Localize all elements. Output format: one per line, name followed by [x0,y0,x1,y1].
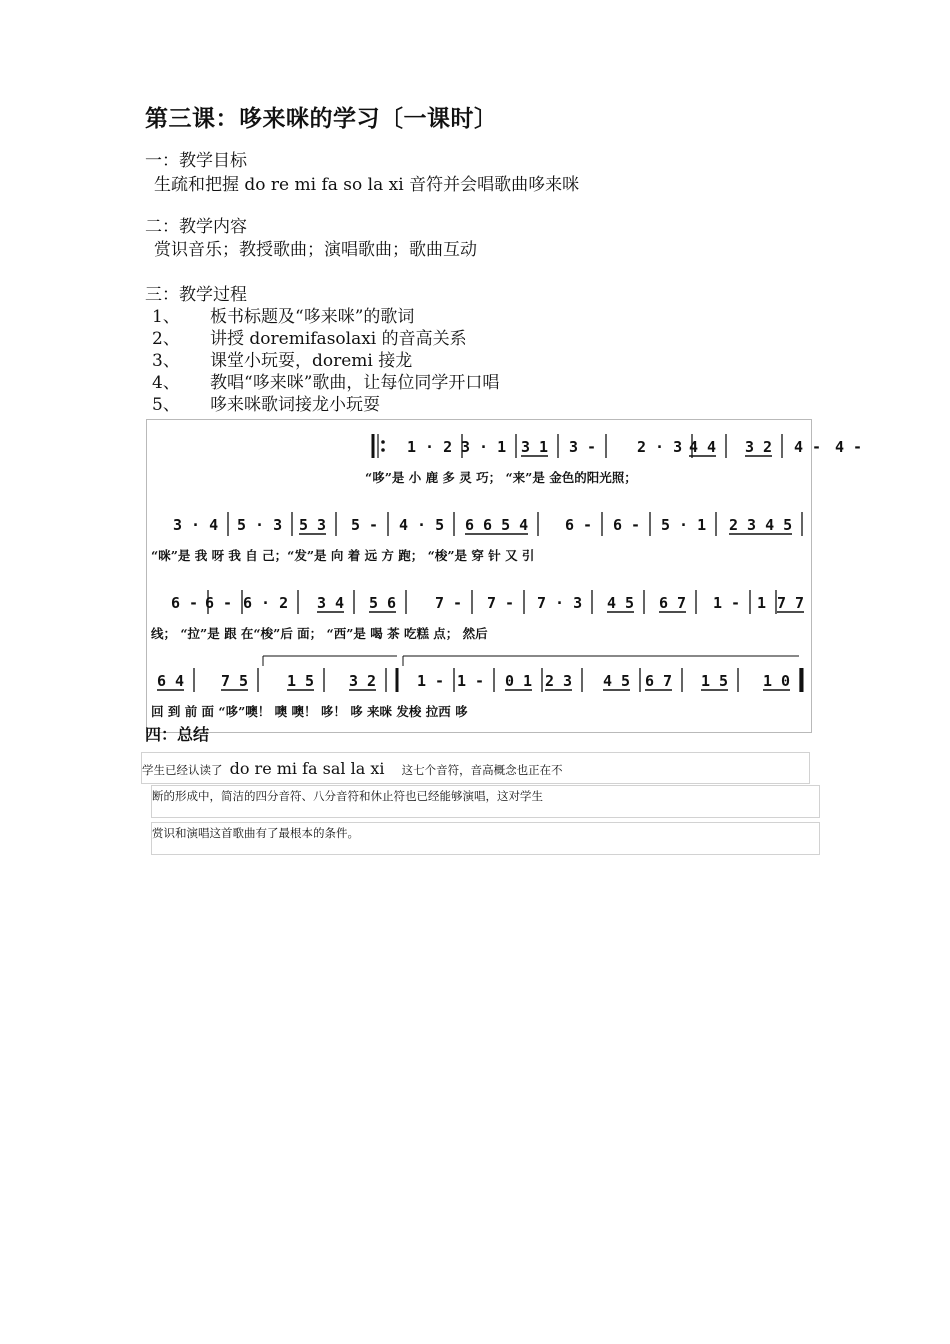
score-note: 2 3 [545,672,573,690]
score-note: 6 - [171,594,199,612]
score-note: 0 1 [505,672,533,690]
section-heading-summary: 四：总结 [145,725,210,744]
repeat-dot [381,448,385,452]
score-note: 7 - [435,594,463,612]
score-note: 3 4 [317,594,345,612]
content-text: 赏识音乐；教授歌曲；演唱歌曲；歌曲互动 [154,240,477,260]
process-step: 2、 讲授 doremifasolaxi 的音高关系 [152,329,467,349]
score-lyrics: “咪”是 我 呀 我 自 己；“发”是 向 着 远 方 跑； “梭”是 穿 针 又 引 [151,548,535,563]
score-note: 1 · 2 [407,438,453,456]
score-note: 7 7 [777,594,805,612]
score-note: 1 5 [287,672,315,690]
score-note: 7 · 3 [537,594,583,612]
score-note: 4 5 [607,594,635,612]
score-note: 3 · 4 [173,516,219,534]
score-note: 6 4 [157,672,185,690]
score-note: 3 - [569,438,597,456]
goals-text: 生疏和把握 do re mi fa so la xi 音符并会唱歌曲哆来咪 [154,175,580,195]
summary-text-b: 这七个音符，音高概念也正在不 [401,763,563,777]
process-step: 1、 板书标题及“哆来咪”的歌词 [152,307,415,327]
score-note: 5 6 [369,594,397,612]
score-note: 3 · 1 [461,438,507,456]
score-note: 6 7 [659,594,687,612]
score-note: 7 5 [221,672,249,690]
page-title: 第三课：哆来咪的学习〔一课时〕 [145,106,498,132]
score-lyrics: 线； “拉”是 跟 在“梭”后 面； “西”是 喝 茶 吃糕 点； 然后 [151,626,488,641]
score-note: 1 [757,594,767,612]
score-note: 5 · 3 [237,516,283,534]
score-note: 6 - [205,594,233,612]
score-note: 6 - [565,516,593,534]
summary-text-a: 学生已经认读了 [142,763,223,777]
summary-notes: do re mi fa sal la xi [229,759,385,778]
score-note: 6 · 2 [243,594,289,612]
score-note: 2 3 4 5 [729,516,793,534]
summary-box-1 [141,752,810,784]
score-note: 1 - [417,672,445,690]
score-note: 3 1 [521,438,549,456]
score-note: 1 - [713,594,741,612]
repeat-dot [381,440,385,444]
score-note: 3 2 [349,672,377,690]
score-note: 2 · 3 [637,438,683,456]
score-note: 3 2 [745,438,773,456]
process-step: 5、 哆来咪歌词接龙小玩耍 [152,395,380,415]
score-lyrics: “哆”是 小 鹿 多 灵 巧； “来”是 金色的阳光照； [365,470,637,485]
summary-box-3 [151,822,820,855]
score-note: 6 6 5 4 [465,516,529,534]
score-note: 1 - [457,672,485,690]
score-note: 1 0 [763,672,791,690]
summary-line-2: 断的形成中，简洁的四分音符、八分音符和休止符也已经能够演唱，这对学生 [152,789,543,803]
section-heading-content: 二：教学内容 [145,217,247,237]
score-note: 4 5 [603,672,631,690]
music-score [147,420,863,732]
process-step: 3、 课堂小玩耍，doremi 接龙 [152,351,413,371]
summary-box-2 [151,785,820,818]
score-note: 4 4 [689,438,717,456]
section-heading-goals: 一：教学目标 [145,151,247,171]
score-note: 4 - [835,438,863,456]
score-note: 7 - [487,594,515,612]
score-note: 6 7 [645,672,673,690]
score-note: 6 - [613,516,641,534]
music-score-image [146,419,863,733]
score-note: 5 · 1 [661,516,707,534]
score-note: 4 · 5 [399,516,445,534]
score-note: 5 - [351,516,379,534]
score-lyrics: 回 到 前 面 “哆”噢！ 噢 噢！ 哆！ 哆 来咪 发梭 拉西 哆 [151,704,468,719]
process-step: 4、 教唱“哆来咪”歌曲，让每位同学开口唱 [152,373,500,393]
section-heading-process: 三：教学过程 [145,285,247,305]
score-note: 1 5 [701,672,729,690]
score-note: 5 3 [299,516,327,534]
summary-line-3: 赏识和演唱这首歌曲有了最根本的条件。 [152,826,359,840]
score-note: 4 - [794,438,822,456]
